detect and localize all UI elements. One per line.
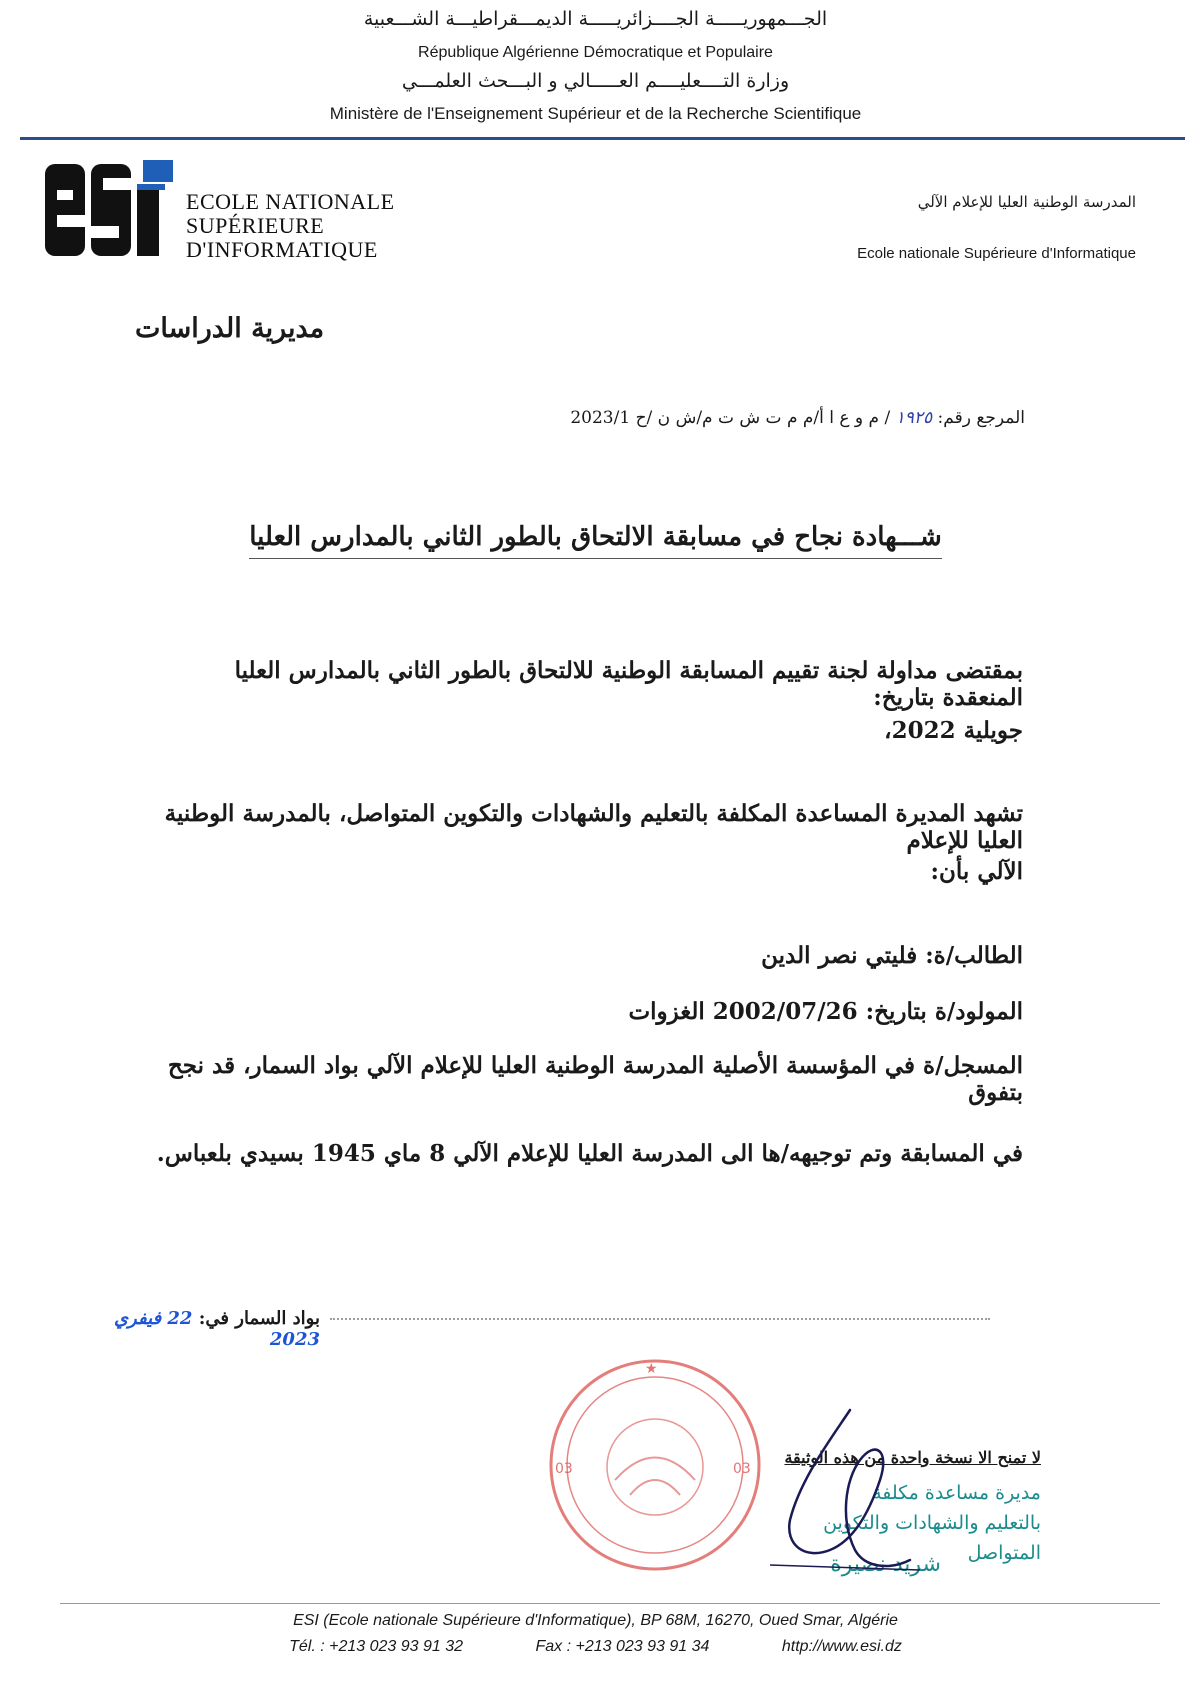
directorate-heading: مديرية الدراسات: [135, 313, 325, 344]
logo-text: esi: [45, 160, 47, 161]
signer-name-stamp: شريد نصيرة: [830, 1552, 941, 1577]
footer-website-link[interactable]: http://www.esi.dz: [781, 1638, 902, 1655]
student-name: الطالب/ة: فليتي نصر الدين: [761, 942, 1023, 969]
footer-address: ESI (Ecole nationale Supérieure d'Informatique), BP 68M, 16270, Oued Smar, Algérie: [293, 1612, 898, 1629]
official-round-stamp: [545, 1355, 765, 1575]
handwritten-signature: [760, 1400, 930, 1580]
school-name-line2: SUPÉRIEURE: [186, 213, 325, 238]
dotted-line: [330, 1318, 990, 1322]
paragraph-deliberation: بمقتضى مداولة لجنة تقييم المسابقة الوطنية للالتحاق بالطور الثاني بالمدارس العليا المنعقدة بتاريخ:: [234, 657, 1023, 711]
footer-divider: [60, 1603, 1160, 1604]
school-name-logo: [186, 190, 395, 262]
footer-fax: Fax : +213 023 93 91 34: [535, 1638, 710, 1655]
orientation-statement: في المسابقة وتم توجيهه/ها الى المدرسة العليا للإعلام الآلي 8 ماي 1945 بسيدي بلعباس.: [156, 1140, 1023, 1167]
school-name-french: Ecole nationale Supérieure d'Informatique: [857, 245, 1136, 262]
stamp-number-right: 03: [733, 1461, 751, 1477]
footer-contacts: [0, 1638, 1191, 1656]
paragraph-certifies-end: الآلي بأن:: [930, 858, 1023, 885]
header-ministry-arabic: وزارة التــــعليــــم العـــــالي و البـــحث العلمـــي: [401, 70, 790, 92]
esi-logo: [45, 160, 190, 260]
document-title: [0, 522, 1191, 559]
stamp-number-left: 03: [555, 1461, 573, 1477]
header-divider: [20, 137, 1185, 140]
header-ministry-french: Ministère de l'Enseignement Supérieur et de la Recherche Scientifique: [329, 104, 862, 123]
header-republic-french: République Algérienne Démocratique et Populaire: [418, 44, 773, 61]
footer-tel: Tél. : +213 023 93 91 32: [289, 1638, 464, 1655]
document-title-text: شـــهادة نجاح في مسابقة الالتحاق بالطور الثاني بالمدارس العليا: [249, 522, 942, 559]
signature-place: بواد السمار في:: [198, 1308, 320, 1329]
birth-details: المولود/ة بتاريخ: 2002/07/26 الغزوات: [628, 998, 1023, 1025]
single-copy-note: لا تمنح الا نسخة واحدة من هذه الوثيقة: [784, 1448, 1041, 1467]
reference-code: / م و ع ا أ/م م ت ش ت م/ش ن /ح 2023/1: [570, 408, 891, 428]
reference-number: [570, 408, 1025, 428]
reference-label: المرجع رقم:: [937, 408, 1025, 428]
paragraph-deliberation-date: جويلية 2022،: [884, 717, 1023, 744]
date-stamp: 22 فيفري 2023: [113, 1308, 320, 1350]
header-republic-arabic: الجـــمهوريـــــة الجــــزائريـــــة الديمـــقراطيـــة الشـــعبية: [363, 8, 828, 30]
school-name-arabic: المدرسة الوطنية العليا للإعلام الآلي: [917, 193, 1136, 211]
svg-text:★: ★: [645, 1361, 658, 1377]
paragraph-certifies: تشهد المديرة المساعدة المكلفة بالتعليم والشهادات والتكوين المتواصل، بالمدرسة الوطنية العليا للإعلام: [164, 800, 1023, 854]
signer-title-stamp: مديرة مساعدة مكلفة بالتعليم والشهادات والتكوين المتواصل: [823, 1482, 1041, 1564]
reference-handwritten-number: ١٩٢٥: [895, 408, 933, 428]
enrollment-statement: المسجل/ة في المؤسسة الأصلية المدرسة الوطنية العليا للإعلام الآلي بواد السمار، قد نجح بتفوق: [167, 1052, 1023, 1106]
school-name-line3: D'INFORMATIQUE: [186, 237, 378, 262]
signature-place-date: [60, 1308, 320, 1350]
school-name-line1: ECOLE NATIONALE: [186, 189, 395, 214]
